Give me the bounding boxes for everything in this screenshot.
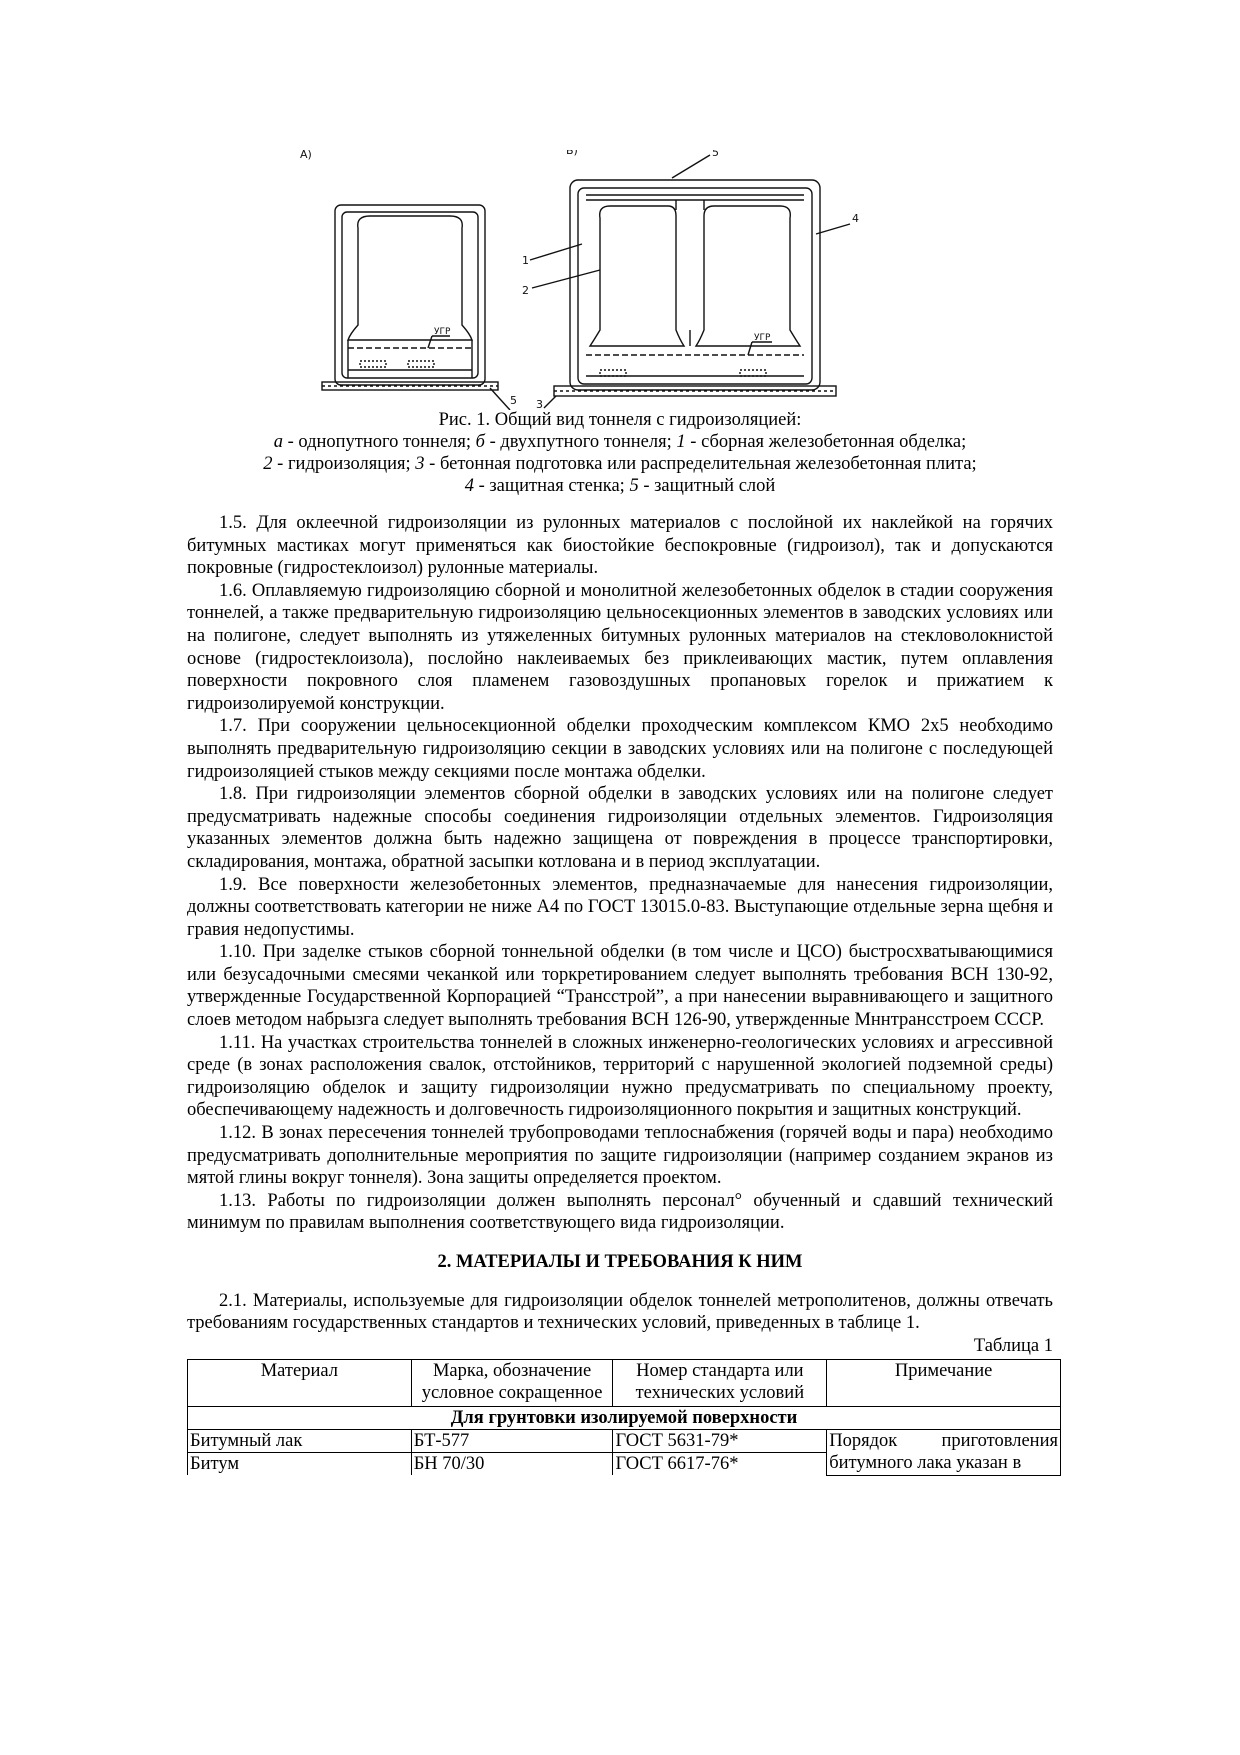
caption-item-marker: а [273,432,283,452]
paragraph-1-8: 1.8. При гидроизоляции элементов сборной обделки в заводских условиях или на полигоне следует предусматривать надежные способы соединения гидроизоляции отдельных элементов. Гидроизоляция указанных элементов должна быть надежно защищена от повреждения в процессе транспортировки, складирования, монтажа, обратной засыпки котлована и в период эксплуатации. [187,784,1053,872]
caption-item-marker: 3 [415,454,425,474]
callout-b-4: 4 [852,212,859,225]
caption-item-marker: 1 [676,432,686,452]
paragraph-1-9: 1.9. Все поверхности железобетонных элементов, предназначаемые для нанесения гидроизоляции, должны соответствовать категории не ниже А4 по ГОСТ 13015.0-83. Выступающие отдельные зерна щебня и гравия недопустимы. [187,874,1053,940]
cell-mark: БТ-577 [411,1430,613,1453]
caption-item-text: - бетонная подготовка или распределительная железобетонная плита; [424,454,977,474]
paragraph-1-6: 1.6. Оплавляемую гидроизоляцию сборной и монолитной железобетонных обделок в стадии сооружения тоннелей, а также предварительную гидроизоляцию цельносекционных элементов в заводских условиях или на полигоне, следует выполнять из утяжеленных битумных рулонных материалов на стекловолокнистой основе (гидростеклоизола), послойно наклеиваемых без приклеивающих мастик, путем оплавления поверхности покровного слоя пламенем газовоздушных пропановых горелок и прижатием к гидроизолируемой конструкции. [187,580,1053,714]
materials-table [187,1359,1061,1476]
caption-item-marker: 4 [464,476,474,496]
cell-material: Битум [188,1453,412,1476]
caption-item-text: - однопутного тоннеля; [282,432,476,452]
caption-item-marker: 2 [263,454,273,474]
caption-item-marker: 5 [629,476,639,496]
cell-standard: ГОСТ 5631-79* [613,1430,827,1453]
single-track-tunnel-drawing [322,205,510,410]
cell-note: Порядок приготовления битумного лака указан в [827,1430,1061,1476]
header-note: Примечание [827,1360,1061,1407]
table-header-row [188,1360,1061,1407]
callout-b-2: 2 [522,284,529,297]
section-2-heading: 2. МАТЕРИАЛЫ И ТРЕБОВАНИЯ К НИМ [437,1252,803,1272]
group-primer: Для грунтовки изолируемой поверхности [188,1407,1061,1430]
panel-b-label: Б) [566,150,578,157]
double-track-tunnel-drawing [530,155,850,408]
caption-item-text: - сборная железобетонная обделка; [685,432,967,452]
panel-a-label: А) [300,150,312,161]
callout-b-3: 3 [536,398,543,410]
caption-line-4 [185,475,1055,497]
ugr-label-b: УГР [754,333,771,343]
paragraph-1-7: 1.7. При сооружении цельносекционной обделки проходческим комплексом КМО 2х5 необходимо выполнять предварительную гидроизоляцию секции в заводских условиях или на полигоне с последующей гидроизоляцией стыков между секциями после монтажа обделки. [187,716,1053,782]
caption-item-text: - двухпутного тоннеля; [484,432,677,452]
caption-item-marker: б [475,432,485,452]
cell-material: Битумный лак [188,1430,412,1453]
caption-line-3 [185,453,1055,475]
cell-mark: БН 70/30 [411,1453,613,1476]
caption-line-2 [185,431,1055,453]
figure-caption [185,409,1055,497]
table-group-row [188,1407,1061,1430]
cell-standard: ГОСТ 6617-76* [613,1453,827,1476]
paragraph-2-1: 2.1. Материалы, используемые для гидроизоляции обделок тоннелей метрополитенов, должны отвечать требованиям государственных стандартов и технических условий, приведенных в таблице 1. [187,1290,1053,1334]
caption-item-text: - защитная стенка; [473,476,630,496]
table-label: Таблица 1 [973,1335,1053,1356]
ugr-label-a: УГР [434,327,451,337]
caption-item-text: - гидроизоляция; [272,454,416,474]
header-mark: Марка, обозначение условное сокращенное [411,1360,613,1407]
header-material: Материал [188,1360,412,1407]
caption-line-1: Рис. 1. Общий вид тоннеля с гидроизоляцией: [438,410,802,430]
paragraph-1-10: 1.10. При заделке стыков сборной тоннельной обделки (в том числе и ЦСО) быстросхватывающимися или безусадочными смесями чеканкой или торкретированием следует выполнять требования ВСН 130-92, утвержденные Государственной Корпорацией “Трансстрой”, а при нанесении выравнивающего и защитного слоев методом набрызга следует выполнять требования ВСН 126-90, утвержденные Мннтрансстроем СССР. [187,942,1053,1031]
header-standard: Номер стандарта или технических условий [613,1360,827,1407]
paragraph-1-12: 1.12. В зонах пересечения тоннелей трубопроводами теплоснабжения (горячей воды и пара) необходимо предусматривать дополнительные мероприятия по защите гидроизоляции (например созданием экранов из мятой глины вокруг тоннеля). Зона защиты определяется проектом. [187,1123,1053,1189]
paragraph-1-11: 1.11. На участках строительства тоннелей в сложных инженерно-геологических условиях и агрессивной среде (в зонах расположения свалок, отстойников, территорий с нарушенной экологией подземной среды) гидроизоляцию обделок и защиту гидроизоляции нужно предусматривать по специальному проекту, обеспечивающему надежность и долговечность гидроизоляционного покрытия и защитных конструкций. [187,1032,1053,1121]
paragraph-1-5: 1.5. Для оклеечной гидроизоляции из рулонных материалов с послойной их наклейкой на горячих битумных мастиках могут применяться как биостойкие беспокровные (гидроизол), так и допускаются покровные (гидростеклоизол) рулонные материалы. [187,513,1053,579]
callout-a-5: 5 [510,394,517,407]
callout-b-1: 1 [522,254,529,267]
tunnel-drawing [300,150,920,410]
tunnel-figure [300,150,920,410]
callout-b-5: 5 [712,150,719,159]
caption-item-text: - защитный слой [638,476,776,496]
paragraph-1-13: 1.13. Работы по гидроизоляции должен выполнять персонал° обученный и сдавший технический минимум по правилам выполнения соответствующего вида гидроизоляции. [187,1190,1053,1234]
table-row [188,1430,1061,1453]
document-body [187,512,1058,1476]
